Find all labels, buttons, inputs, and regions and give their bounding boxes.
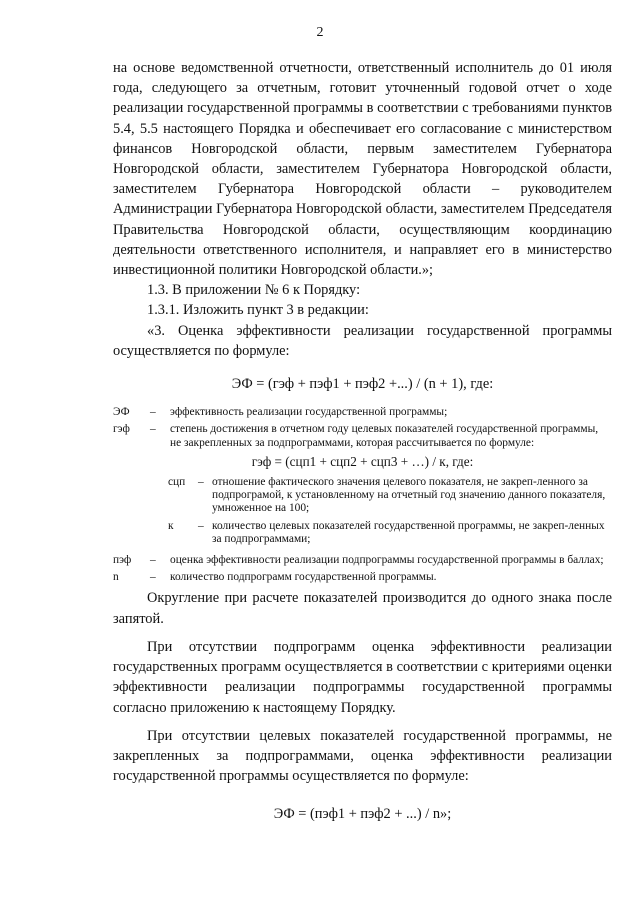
definition-term: ЭФ <box>113 406 130 419</box>
definition-text: эффективность реализации государственной программы; <box>170 406 448 419</box>
definition-term: гэф <box>113 423 130 436</box>
definition-text: количество подпрограмм государственной программы. <box>170 571 437 584</box>
definition-dash: – <box>150 406 156 419</box>
definitions-list <box>113 406 612 584</box>
paragraph-item-3: «3. Оценка эффективности реализации государственной программы осуществляется по формуле: <box>113 322 612 359</box>
formula-sub: гэф = (сцп1 + сцп2 + сцп3 + …) / к, где: <box>251 453 474 469</box>
nested-definition-row <box>168 520 612 546</box>
paragraph-rounding: Округление при расчете показателей производится до одного знака после запятой. <box>113 590 612 627</box>
page-number: 2 <box>316 25 324 40</box>
definition-text: оценка эффективности реализации подпрограммы государственной программы в баллах; <box>170 554 604 567</box>
definition-text: количество целевых показателей государственной программы, не закреп-ленных за подпрограммами; <box>212 519 605 545</box>
definition-row <box>113 571 612 584</box>
paragraph-no-target-indicators: При отсутствии целевых показателей государственной программы, не закрепленных за подпрограммами, оценка эффективности реализации государственной программы осуществляется по формуле: <box>113 727 612 785</box>
definition-dash: – <box>198 476 204 489</box>
paragraph-report-procedure: на основе ведомственной отчетности, ответственный исполнитель до 01 июля года, следующего за отчетным, готовит уточненный годовой отчет о ходе реализации государственной программы в соответствии с требованиями пунктов 5.4, 5.5 настоящего Порядка и обеспечивает его согласование с министерством финансов Новгородской области, первым заместителем Губернатора Новгородской области, заместителем Губернатора Новгородской области, заместителем Губернатора Новгородской области – руководителем Администрации Губернатора Новгородской области, заместителем Председателя Правительства Новгородской области, осуществляющим координацию деятельности ответственного исполнителя, и направляет его в министерство инвестиционной политики Новгородской области.»; <box>113 60 612 279</box>
paragraph-section-1-3-1: 1.3.1. Изложить пункт 3 в редакции: <box>147 302 369 319</box>
definition-term: пэф <box>113 554 132 567</box>
definition-dash: – <box>150 423 156 436</box>
nested-definition-row <box>168 476 612 516</box>
definition-dash: – <box>198 519 204 532</box>
formula-final: ЭФ = (пэф1 + пэф2 + ...) / n»; <box>273 806 452 823</box>
formula-main: ЭФ = (гэф + пэф1 + пэф2 +...) / (n + 1), где: <box>231 376 494 393</box>
definition-row <box>113 554 612 567</box>
paragraph-no-subprograms: При отсутствии подпрограмм оценка эффективности реализации государственных программ осуществляется в соответствии с критериями оценки эффективности реализации подпрограммы государственной программы согласно приложению к настоящему Порядку. <box>113 638 612 716</box>
paragraph-section-1-3: 1.3. В приложении № 6 к Порядку: <box>147 282 361 299</box>
definition-term: к <box>168 519 174 532</box>
definition-dash: – <box>150 571 156 584</box>
definition-row <box>113 423 612 449</box>
definition-term: сцп <box>168 476 186 489</box>
definition-row <box>113 406 612 419</box>
definition-text: отношение фактического значения целевого показателя, не закреп-ленного за подпрограмой, к установленному на отчетный год значению данного показателя, умноженное на 100; <box>212 476 606 515</box>
document-body <box>113 58 612 825</box>
definition-dash: – <box>150 554 156 567</box>
definition-text: степень достижения в отчетном году целевых показателей государственной программы, не закрепленных за подпрограммами, которая рассчитывается по формуле: <box>170 423 599 449</box>
nested-definitions-list <box>168 476 612 546</box>
definition-term: n <box>113 571 119 584</box>
